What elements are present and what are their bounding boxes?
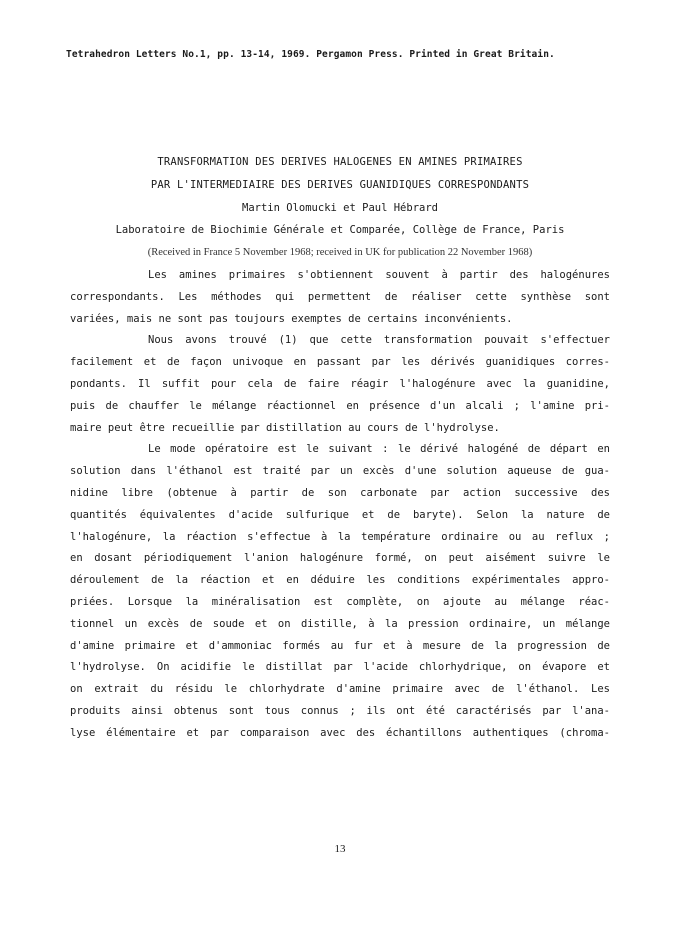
text-line: facilement et de façon univoque en passant par les dérivés guanidiques corres-	[70, 356, 610, 369]
text-line: en dosant périodiquement l'anion halogénure formé, on peut aisément suivre le	[70, 552, 610, 565]
paragraph-2	[70, 330, 610, 439]
text-line: Le mode opératoire est le suivant : le dérivé halogéné de départ en	[148, 443, 610, 456]
text-line: l'halogénure, la réaction s'effectue à la température ordinaire ou au reflux ;	[70, 530, 610, 543]
text-line: variées, mais ne sont pas toujours exemptes de certains inconvénients.	[70, 312, 513, 325]
text-line: puis de chauffer le mélange réactionnel en présence d'un alcali ; l'amine pri-	[70, 399, 610, 412]
text-line: priées. Lorsque la minéralisation est complète, on ajoute au mélange réac-	[70, 595, 610, 608]
paragraph-1	[70, 265, 610, 330]
running-header: Tetrahedron Letters No.1, pp. 13-14, 1969. Pergamon Press. Printed in Great Britain.	[66, 49, 555, 60]
text-line: l'hydrolyse. On acidifie le distillat par l'acide chlorhydrique, on évapore et	[70, 661, 610, 674]
authors: Martin Olomucki et Paul Hébrard	[242, 202, 438, 214]
text-line: lyse élémentaire et par comparaison avec des échantillons authentiques (chroma-	[70, 726, 610, 739]
text-line: Les amines primaires s'obtiennent souvent à partir des halogénures	[148, 269, 610, 281]
article-body	[70, 265, 610, 745]
text-line: Nous avons trouvé (1) que cette transformation pouvait s'effectuer	[148, 334, 610, 347]
title-line-1: TRANSFORMATION DES DERIVES HALOGENES EN AMINES PRIMAIRES	[157, 156, 523, 168]
text-line: maire peut être recueillie par distillation au cours de l'hydrolyse.	[70, 421, 500, 434]
text-line: pondants. Il suffit pour cela de faire réagir l'halogénure avec la guanidine,	[70, 377, 610, 390]
text-line: déroulement de la réaction et en déduire les conditions expérimentales appro-	[70, 574, 610, 587]
text-line: nidine libre (obtenue à partir de son carbonate par action successive des	[70, 486, 610, 499]
text-line: d'amine primaire et d'ammoniac formés au fur et à mesure de la progression de	[70, 639, 610, 652]
title-line-2: PAR L'INTERMEDIAIRE DES DERIVES GUANIDIQUES CORRESPONDANTS	[150, 179, 530, 191]
text-line: solution dans l'éthanol est traité par un excès d'une solution aqueuse de gua-	[70, 465, 610, 478]
text-line: tionnel un excès de soude et on distille, à la pression ordinaire, un mélange	[70, 617, 610, 630]
received-dates: (Received in France 5 November 1968; received in UK for publication 22 November 1968)	[147, 247, 533, 258]
text-line: produits ainsi obtenus sont tous connus ; ils ont été caractérisés par l'ana-	[70, 704, 610, 717]
page-number: 13	[334, 843, 346, 855]
affiliation: Laboratoire de Biochimie Générale et Comparée, Collège de France, Paris	[115, 224, 565, 236]
text-line: quantités équivalentes d'acide sulfurique et de baryte). Selon la nature de	[70, 508, 610, 521]
article-heading	[0, 151, 680, 264]
text-line: correspondants. Les méthodes qui permettent de réaliser cette synthèse sont	[70, 290, 610, 303]
paragraph-3	[70, 439, 610, 744]
text-line: on extrait du résidu le chlorhydrate d'amine primaire avec de l'éthanol. Les	[70, 683, 610, 696]
